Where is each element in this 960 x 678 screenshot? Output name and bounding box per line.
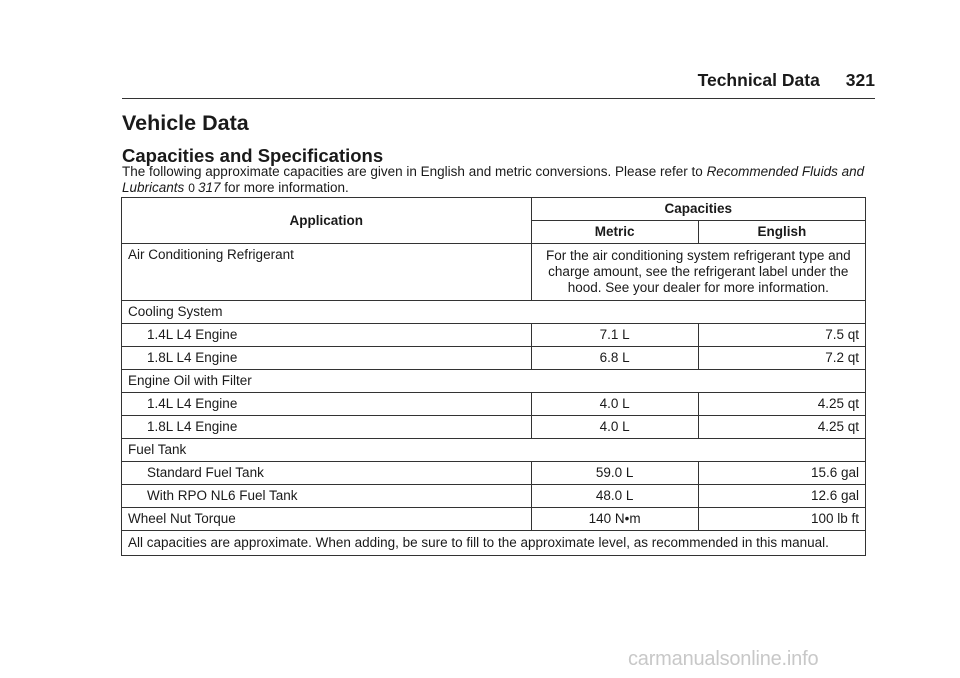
metric-value: 140 N•m	[531, 508, 698, 531]
table-row	[122, 244, 866, 301]
english-value: 15.6 gal	[698, 462, 865, 485]
group-label: Fuel Tank	[122, 439, 866, 462]
row-label: 1.4L L4 Engine	[122, 324, 532, 347]
metric-value: 6.8 L	[531, 347, 698, 370]
header-capacities: Capacities	[531, 198, 865, 221]
row-label: Air Conditioning Refrigerant	[122, 244, 532, 301]
table-footnote: All capacities are approximate. When adding, be sure to fill to the approximate level, as recommended in this manual.	[122, 531, 866, 556]
intro-suffix: for more information.	[220, 180, 349, 195]
row-label: 1.4L L4 Engine	[122, 393, 532, 416]
metric-value: 4.0 L	[531, 393, 698, 416]
group-row	[122, 301, 866, 324]
row-label: With RPO NL6 Fuel Tank	[122, 485, 532, 508]
row-label: 1.8L L4 Engine	[122, 416, 532, 439]
metric-value: 59.0 L	[531, 462, 698, 485]
english-value: 4.25 qt	[698, 393, 865, 416]
metric-value: 7.1 L	[531, 324, 698, 347]
table-row	[122, 347, 866, 370]
refrigerant-note: For the air conditioning system refrigerant type and charge amount, see the refrigerant label under the hood. See your dealer for more information.	[531, 244, 865, 301]
section-title: Technical Data	[697, 70, 820, 90]
intro-paragraph	[122, 164, 867, 196]
page-reference-icon: 0	[188, 181, 195, 195]
english-value: 12.6 gal	[698, 485, 865, 508]
header-application: Application	[122, 198, 532, 244]
table-row	[122, 485, 866, 508]
english-value: 7.2 qt	[698, 347, 865, 370]
group-row	[122, 370, 866, 393]
row-label: 1.8L L4 Engine	[122, 347, 532, 370]
table-row	[122, 324, 866, 347]
header-divider	[122, 98, 875, 99]
table-row	[122, 508, 866, 531]
group-label: Cooling System	[122, 301, 866, 324]
row-label: Wheel Nut Torque	[122, 508, 532, 531]
english-value: 4.25 qt	[698, 416, 865, 439]
page-title: Vehicle Data	[122, 111, 249, 135]
fluids-reference-link[interactable]: Recommended Fluids and Lubricants	[122, 164, 865, 195]
section-heading: Capacities and Specifications	[122, 145, 384, 166]
header-english: English	[698, 221, 865, 244]
group-row	[122, 439, 866, 462]
page-reference-number[interactable]: 317	[197, 180, 221, 195]
footnote-row	[122, 531, 866, 556]
header-metric: Metric	[531, 221, 698, 244]
row-label: Standard Fuel Tank	[122, 462, 532, 485]
table-row	[122, 462, 866, 485]
page-number: 321	[845, 70, 875, 90]
table-header-row	[122, 198, 866, 221]
group-label: Engine Oil with Filter	[122, 370, 866, 393]
english-value: 100 lb ft	[698, 508, 865, 531]
table-row	[122, 416, 866, 439]
metric-value: 4.0 L	[531, 416, 698, 439]
watermark: carmanualsonline.info	[628, 648, 819, 670]
english-value: 7.5 qt	[698, 324, 865, 347]
intro-text: The following approximate capacities are given in English and metric conversions. Please refer to	[122, 164, 707, 179]
page-header	[0, 70, 875, 91]
table-row	[122, 393, 866, 416]
metric-value: 48.0 L	[531, 485, 698, 508]
capacities-table	[121, 197, 866, 556]
